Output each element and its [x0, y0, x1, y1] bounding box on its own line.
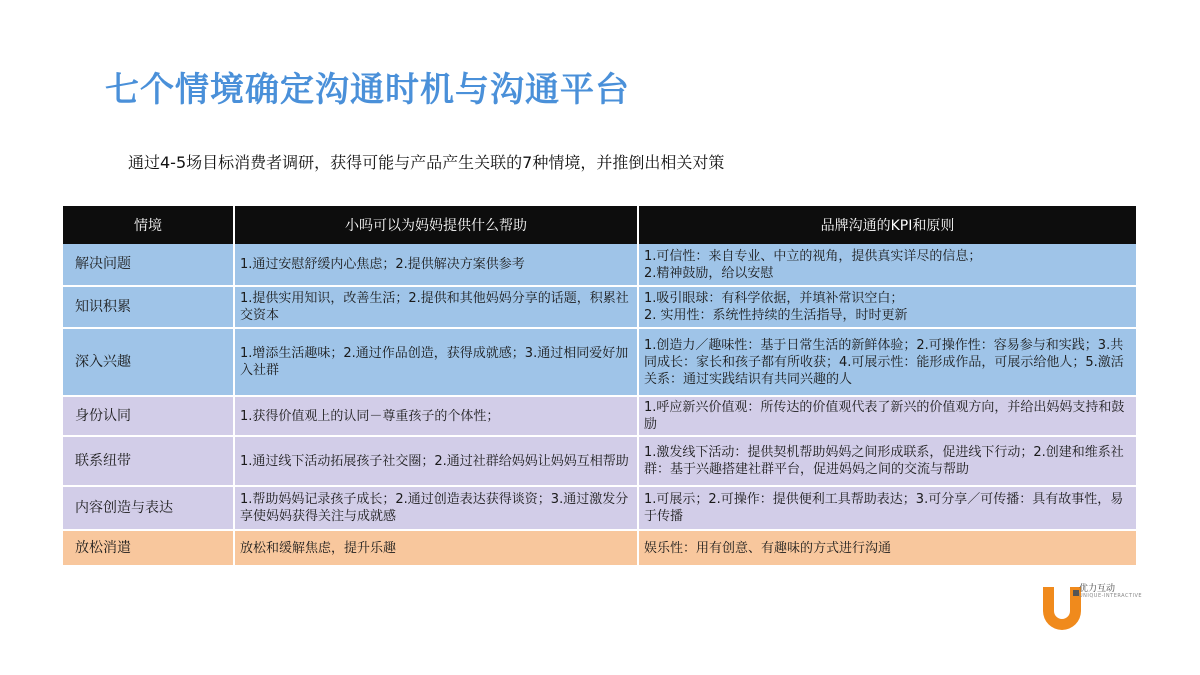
table-row — [63, 328, 1136, 396]
table-row — [63, 436, 1136, 486]
row-kpi: 娱乐性：用有创意、有趣味的方式进行沟通 — [638, 530, 1136, 566]
row-help: 1.提供实用知识，改善生活；2.提供和其他妈妈分享的话题，积累社交资本 — [234, 286, 638, 328]
situations-table — [63, 206, 1136, 567]
table-row — [63, 530, 1136, 566]
row-category: 深入兴趣 — [63, 328, 234, 396]
logo-name: 优力互动 — [1079, 584, 1116, 594]
row-category: 解决问题 — [63, 244, 234, 286]
header-situation: 情境 — [63, 206, 234, 244]
row-category: 内容创造与表达 — [63, 486, 234, 530]
table-row — [63, 244, 1136, 286]
page-subtitle: 通过4-5场目标消费者调研，获得可能与产品产生关联的7种情境，并推倒出相关对策 — [128, 153, 725, 172]
table-row — [63, 396, 1136, 436]
row-help: 放松和缓解焦虑，提升乐趣 — [234, 530, 638, 566]
row-kpi: 1.可展示；2.可操作：提供便利工具帮助表达；3.可分享／可传播：具有故事性，易于传播 — [638, 486, 1136, 530]
row-help: 1.帮助妈妈记录孩子成长；2.通过创造表达获得谈资；3.通过激发分享使妈妈获得关注与成就感 — [234, 486, 638, 530]
row-category: 知识积累 — [63, 286, 234, 328]
row-kpi: 1.吸引眼球：有科学依据，并填补常识空白； 2. 实用性：系统性持续的生活指导，时时更新 — [638, 286, 1136, 328]
row-category: 放松消遣 — [63, 530, 234, 566]
row-help: 1.获得价值观上的认同－尊重孩子的个体性； — [234, 396, 638, 436]
row-kpi: 1.激发线下活动：提供契机帮助妈妈之间形成联系，促进线下行动；2.创建和维系社群：基于兴趣搭建社群平台，促进妈妈之间的交流与帮助 — [638, 436, 1136, 486]
page-title: 七个情境确定沟通时机与沟通平台 — [105, 70, 630, 110]
header-help: 小吗可以为妈妈提供什么帮助 — [234, 206, 638, 244]
row-help: 1.通过线下活动拓展孩子社交圈；2.通过社群给妈妈让妈妈互相帮助 — [234, 436, 638, 486]
table-row — [63, 486, 1136, 530]
row-help: 1.通过安慰舒缓内心焦虑；2.提供解决方案供参考 — [234, 244, 638, 286]
table-header-row — [63, 206, 1136, 244]
row-category: 联系纽带 — [63, 436, 234, 486]
row-kpi: 1.可信性：来自专业、中立的视角，提供真实详尽的信息； 2.精神鼓励，给以安慰 — [638, 244, 1136, 286]
row-kpi: 1.创造力／趣味性：基于日常生活的新鲜体验；2.可操作性：容易参与和实践；3.共同成长：家长和孩子都有所收获；4.可展示性：能形成作品，可展示给他人；5.激活关系：通过实践结识有共同兴趣的人 — [638, 328, 1136, 396]
header-kpi: 品牌沟通的KPI和原则 — [638, 206, 1136, 244]
row-help: 1.增添生活趣味；2.通过作品创造，获得成就感；3.通过相同爱好加入社群 — [234, 328, 638, 396]
logo-subtext: UNIQUE-INTERACTIVE — [1079, 593, 1143, 599]
company-logo — [1037, 577, 1143, 635]
row-kpi: 1.呼应新兴价值观：所传达的价值观代表了新兴的价值观方向，并给出妈妈支持和鼓励 — [638, 396, 1136, 436]
row-category: 身份认同 — [63, 396, 234, 436]
table-row — [63, 286, 1136, 328]
